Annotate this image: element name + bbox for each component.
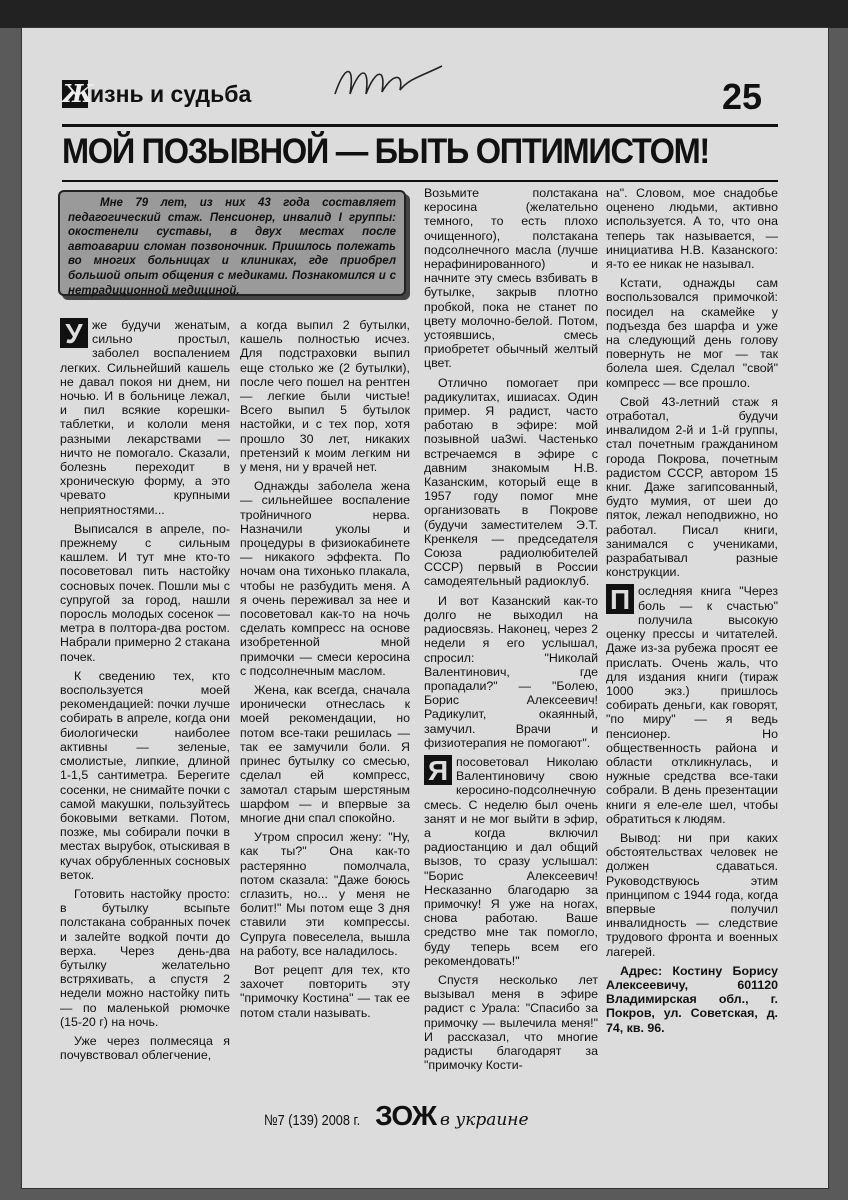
article-column-4	[606, 186, 778, 1106]
section-header	[62, 80, 251, 108]
page-footer	[264, 1100, 529, 1132]
paragraph: Кстати, однажды сам воспользовался примочкой: посидел на скамейке у подъезда без шарфа и уже на следующий день голову повернуть не мог — так болела шея. Сделал "свой" компресс — все прошло.	[606, 276, 778, 390]
paragraph: а когда выпил 2 бутылки, кашель полностью исчез. Для подстраховки выпил еще столько же (2 бутылки), после чего пошел на рентген — легкие были чистые! Всего выпил 5 бутылок настойки, и с тех пор, хотя прошло 30 лет, никаких претензий к моим легким ни у меня, ни у врачей нет.	[240, 318, 410, 475]
paragraph: Жена, как всегда, сначала иронически отнеслась к моей рекомендации, но потом все-таки решилась — так ее замучили боли. Я принес бутылку со смесью, сделал ей компресс, замотал старым шерстяным шарфом — и впервые за многие дни спал спокойно.	[240, 683, 410, 825]
article-column-3	[424, 186, 598, 1106]
paragraph: на". Словом, мое снадобье оценено людьми, активно используется. А то, что она теперь так называется, — инициатива Н.В. Казанского: я-то ее никак не называл.	[606, 186, 778, 272]
paragraph: Однажды заболела жена — сильнейшее воспаление тройничного нерва. Назначили уколы и процедуры в физиокабинете — никакого эффекта. По ночам она тихонько плакала, чтобы не разбудить меня. А я очень переживал за нее и посоветовал как-то на ночь сделать компресс на основе изобретенной мной примочки — смеси керосина с подсолнечным маслом.	[240, 479, 410, 678]
paragraph: И вот Казанский как-то долго не выходил на радиосвязь. Наконец, через 2 недели я его услышал, спросил: "Николай Валентинович, где пропадали?" — "Болею, Борис Алексеевич! Радикулит, окаянный, замучил. Врачи и физиотерапия не помогают".	[424, 593, 598, 750]
paragraph: Возьмите полстакана керосина (желательно темного, то есть плохо очищенного), полстакана подсолнечного масла (лучше нерафинированного) и начните эту смесь взбивать в бутылке, закрыв плотно пробкой, пока не станет по цвету молочно-белой. Потом, устоявшись, смесь приобретет обычный желтый цвет.	[424, 186, 598, 371]
paragraph: Утром спросил жену: "Ну, как ты?" Она как-то растерянно помолчала, потом сказала: "Даже боюсь сглазить, но... у меня не болит!" Мы потом еще 3 дня ставили эти компрессы. Супруга повеселела, вышла на работу, все наладилось.	[240, 830, 410, 958]
handwritten-signature	[330, 54, 450, 104]
paragraph: Готовить настойку просто: в бутылку всыпьте полстакана собранных почек и залейте водкой почти до верха. Через день-два бутылку желательно встряхивать, а спустя 2 недели можно настойку пить — по маленькой рюмочке (15-20 г) на ночь.	[60, 886, 230, 1029]
publication-logo-subtitle: в украине	[440, 1110, 529, 1130]
article-column-2	[240, 318, 410, 1104]
paragraph: оследняя книга "Через боль — к счастью" получила высокую оценку прессы и читателей. Даже из-за рубежа просят ее прислать. Очень жаль, что для издания книги (тираж 1000 экз.) пришлось собирать деньги, как говорят, "по миру" — я ведь пенсионер. Но общественность района и области откликнулась, и нужные средства все-таки собрали. В день презентации книги я еле-еле шел, чтобы обратиться к людям.	[606, 584, 778, 826]
dropcap: П	[606, 584, 634, 614]
headline: МОЙ ПОЗЫВНОЙ — БЫТЬ ОПТИМИСТОМ!	[62, 132, 709, 171]
section-initial: Ж	[62, 79, 94, 108]
paragraph: Отлично помогает при радикулитах, ишиасах. Один пример. Я радист, часто работаю в эфире: мой позывной ua3wi. Частенько встречаемся в эфире с давним знакомым Н.В. Казанским, который еще в 1957 году помог мне организовать в Покрове (будучи заместителем Э.Т. Кренкеля — председателя Союза радиолюбителей СССР) первый в России самодеятельный радиоклуб.	[424, 375, 598, 589]
dropcap: У	[60, 318, 88, 348]
paragraph: Вот рецепт для тех, кто захочет повторить эту "примочку Костина" — так ее потом стали называть.	[240, 962, 410, 1020]
dropcap: Я	[424, 755, 452, 785]
paragraph: Спустя несколько лет вызывал меня в эфире радист с Урала: "Спасибо за примочку — вылечила меня!" И рассказал, что многие радисты благодарят за "примочку Кости-	[424, 972, 598, 1073]
issue-number: №7 (139) 2008 г.	[264, 1112, 361, 1129]
top-rule	[62, 124, 778, 127]
paragraph: К сведению тех, кто воспользуется моей рекомендацией: почки лучше собирать в апреле, когда они биологически наиболее активны — зеленые, смолистые, липкие, длиной 1-1,5 сантиметра. Берегите сосенки, не снимайте почки с самой макушки, пользуйтесь боковыми ветками. Потом, позже, мы собирали почки в местах вырубок, отыскивая в кучах обрубленных сосновых веток.	[60, 668, 230, 882]
article-column-1	[60, 318, 230, 1104]
paragraph: Уже через полмесяца я почувствовал облегчение,	[60, 1033, 230, 1063]
lead-box: Мне 79 лет, из них 43 года составляет педагогический стаж. Пенсионер, инвалид I группы: окостенели суставы, в двух местах после автоаварии сломан позвоночник. Пришлось полежать во многих больницах и клиниках, где приобрел большой опыт общения с медиками. Познакомился и с нетрадиционной медициной.	[58, 190, 406, 296]
paragraph: Выписался в апреле, по-прежнему с сильным кашлем. И тут мне кто-то посоветовал пить настойку сосновых почек. Пошли мы с супругой за город, нашли поросль молодых сосенок — метра в полтора-два ростом. Набрали примерно 2 стакана почек.	[60, 521, 230, 664]
paragraph: же будучи женатым, сильно простыл, заболел воспалением легких. Сильнейший кашель не давал покоя ни днем, ни ночью. И в больнице лежал, и пил всякие корешки-таблетки, и кололи меня разными лекарствами — ничто не помогало. Сказали, болезнь переходит в хроническую форму, а это чревато крупными неприятностями...	[60, 318, 230, 517]
paragraph: посоветовал Николаю Валентиновичу свою керосино-подсолнечную смесь. С неделю был очень занят и не мог выйти в эфир, а когда включил радиостанцию и дал общий вызов, то сразу услышал: "Борис Алексеевич! Несказанно благодарю за примочку! Я уже на ногах, снова работаю. Ваше средство мне так помогло, буду теперь всем его рекомендовать!"	[424, 754, 598, 968]
headline-rule	[62, 180, 778, 182]
paragraph: Свой 43-летний стаж я отработал, будучи инвалидом 2-й и 1-й группы, стал почетным гражданином города Покрова, почетным радистом СССР, автором 15 книг. Даже загипсованный, будто мумия, от шеи до пяток, лежал неподвижно, но работал. Писал книги, занимался с учениками, разрабатывал разные конструкции.	[606, 394, 778, 580]
page-number: 25	[722, 76, 763, 117]
paragraph: Вывод: ни при каких обстоятельствах человек не должен сдаваться. Руководствуюсь этим принципом с 1944 года, когда впервые получил инвалидность — следствие трудового фронта и военных лагерей.	[606, 830, 778, 959]
scan-dark-edge	[0, 0, 848, 28]
publication-logo: ЗОЖ	[375, 1100, 437, 1131]
section-title: изнь и судьба	[90, 80, 252, 107]
author-address: Адрес: Костину Борису Алексеевичу, 601120 Владимирская обл., г. Покров, ул. Советская, д. 74, кв. 96.	[606, 963, 778, 1035]
